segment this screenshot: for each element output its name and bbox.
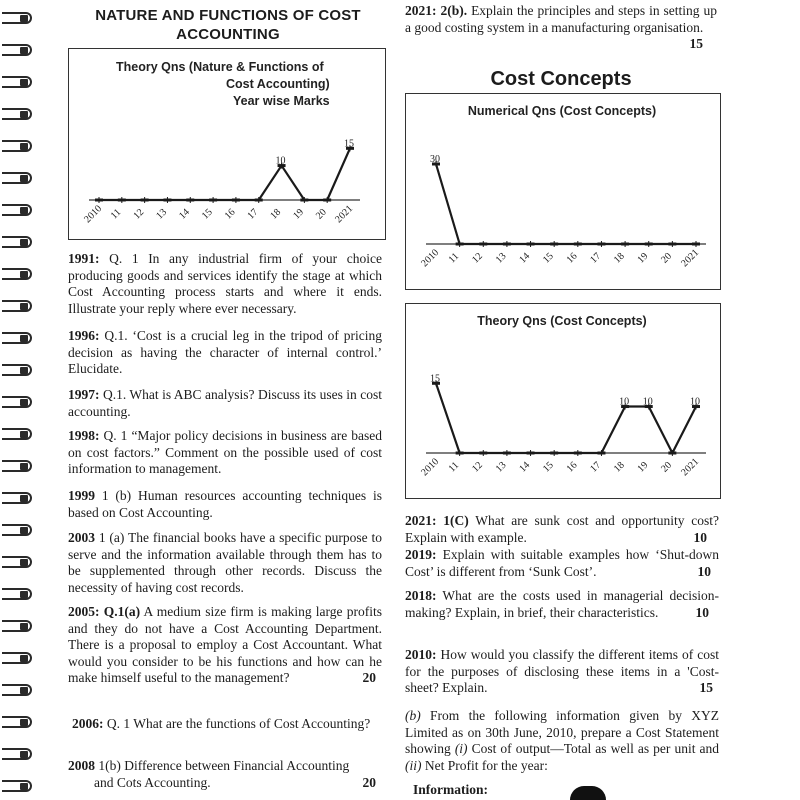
x-tick-label: 12 [131,206,147,222]
data-label: 10 [690,396,700,408]
binding-ring [2,332,32,344]
left-section-title: NATURE AND FUNCTIONS OF COST ACCOUNTING [95,7,361,43]
question-text: 1(b) Difference between Financial Accounting [98,758,350,773]
x-tick-label: 11 [108,206,124,222]
question-text: Explain with suitable examples how ‘Shut-down Cost’ is different from ‘Sunk Cost’. [405,547,719,579]
question-2006 [72,716,382,733]
series-line [99,148,350,200]
problem-text-3: Net Profit for the year: [424,757,548,773]
question-2018 [405,588,719,621]
x-tick-label: 17 [245,206,261,222]
binding-ring [2,204,32,216]
question-1997 [68,387,382,420]
x-tick-label: 14 [177,206,192,222]
question-year: 2018: [405,588,437,603]
question-marks: 20 [362,670,376,685]
x-tick-label: 18 [268,206,284,222]
question-2021-1c [405,513,719,546]
x-tick-label: 19 [635,250,651,266]
binding-ring [2,12,32,24]
chart-theory-cost-concepts [405,303,721,499]
question-year: 1997: [68,387,100,402]
chart1-title-line3: Year wise Marks [233,94,330,108]
binding-ring [2,620,32,632]
x-tick-label: 14 [517,250,533,266]
chart3-title: Theory Qns (Cost Concepts) [477,314,647,328]
x-tick-label: 2010 [82,203,105,226]
x-tick-label: 18 [611,459,627,475]
binding-ring [2,748,32,760]
x-tick-label: 13 [493,459,509,475]
question-2019 [405,547,719,580]
problem-label: (b) [405,708,421,723]
question-2008 [68,758,382,791]
data-label: 10 [275,155,286,167]
question-marks: 20 [362,774,376,790]
question-year: 1999 [68,488,95,503]
question-text: What are the costs used in managerial decision-making? Explain, in brief, their characteristics. [405,588,720,620]
series-line [436,383,696,453]
x-tick-label: 2021 [679,247,702,270]
question-marks: 15 [689,36,703,51]
question-year: 2003 [68,530,95,545]
data-label: 10 [619,396,630,408]
x-tick-label: 16 [564,459,580,475]
question-text: How would you classify the different items of cost for the purposes of disclosing these items in a 'Cost-sheet? Explain. [405,647,720,695]
x-tick-label: 12 [470,459,485,475]
x-tick-label: 16 [564,250,580,266]
data-label: 30 [430,154,440,165]
question-year: 1998: [68,428,100,443]
data-label: 10 [642,396,653,408]
x-tick-label: 13 [154,206,170,222]
problem-part-2: (ii) [405,757,422,773]
binding-ring [2,44,32,56]
binding-ring [2,108,32,120]
question-text: Explain the principles and steps in setting up a good costing system in a manufacturing organisation. [405,3,718,35]
chart1-title-line1: Theory Qns (Nature & Functions of [116,60,324,74]
question-text: A medium size firm is making large profits and they do not have a Cost Accounting Department. There is a proposal to employ a Cost Accountant. What would you consider to be his functions and how can he make himself useful to the management? [68,604,382,685]
x-tick-label: 15 [540,459,556,475]
question-1991 [68,251,382,317]
problem-text-1: From the following information given by XYZ Limited as on 30th June, 2010, prepare a Cost Statement showing [405,708,720,756]
binding-ring [2,172,32,184]
x-tick-label: 12 [470,250,485,266]
x-tick-label: 18 [611,250,627,266]
x-tick-label: 2021 [679,456,702,479]
question-1998 [68,428,382,478]
problem-text-2: Cost of output—Total as well as per unit and [471,741,719,756]
binding-ring [2,76,32,88]
question-2021-2b [405,3,717,53]
binding-ring [2,556,32,568]
binding-ring [2,492,32,504]
question-text: 1 (b) Human resources accounting techniques is based on Cost Accounting. [68,488,383,520]
x-tick-label: 2010 [419,247,442,270]
x-tick-label: 15 [540,250,556,266]
x-tick-label: 20 [313,206,329,222]
binding-ring [2,716,32,728]
chart2-title: Numerical Qns (Cost Concepts) [467,104,657,118]
x-tick-label: 2021 [333,203,356,226]
binding-ring [2,652,32,664]
binding-ring [2,684,32,696]
binding-ring [2,780,32,792]
question-1996 [68,328,382,378]
question-year: 1996: [68,328,100,343]
question-year: 2021: 1(C) [405,513,469,528]
question-2010 [405,647,719,697]
question-year: 2006: [72,716,104,731]
question-marks: 10 [695,604,709,620]
x-tick-label: 13 [493,250,509,266]
spiral-binding [0,0,40,800]
binding-ring [2,588,32,600]
x-tick-label: 20 [659,250,675,266]
problem-part-1: (i) [454,741,468,756]
x-tick-label: 11 [446,250,462,266]
x-tick-label: 19 [291,206,307,222]
question-year: 2008 [68,758,95,773]
chart2-plot [406,94,722,291]
question-2005 [68,604,382,687]
binding-ring [2,364,32,376]
question-text: 1 (a) The financial books have a specific purpose to serve and the information available through them has to be supplemented through other records. Discuss the necessity of having cost records. [68,530,383,595]
x-tick-label: 19 [635,459,651,475]
question-text: Q.1. What is ABC analysis? Discuss its uses in cost accounting. [68,387,382,419]
binding-ring [2,268,32,280]
x-tick-label: 17 [588,250,604,266]
x-tick-label: 11 [446,459,462,475]
page-tab-marker [570,786,606,800]
binding-ring [2,460,32,472]
x-tick-label: 16 [222,206,238,222]
question-2003 [68,530,382,596]
question-text-cont: and Cots Accounting. [94,774,211,790]
question-text: Q. 1 What are the functions of Cost Accounting? [106,716,371,731]
binding-ring [2,524,32,536]
binding-ring [2,396,32,408]
series-line [436,164,696,244]
question-year: 2010: [405,647,437,662]
question-1999 [68,488,382,521]
x-tick-label: 14 [517,459,533,475]
question-marks: 10 [697,563,711,579]
question-marks: 15 [699,680,713,695]
chart1-title-line2: Cost Accounting) [226,77,330,91]
question-marks: 10 [693,529,707,545]
question-year: 2019: [405,547,437,562]
question-year: 2021: 2(b). [405,3,468,18]
data-label: 15 [344,138,354,150]
binding-ring [2,300,32,312]
x-tick-label: 15 [199,206,215,222]
question-year: 1991: [68,251,100,266]
x-tick-label: 20 [659,459,675,475]
question-year: 2005: Q.1(a) [68,604,141,619]
question-text: Q. 1 In any industrial firm of your choice producing goods and services identify the stage at which Cost Accounting process starts and where it ends. Illustrate your reply where ever necessary. [68,251,382,316]
question-text: What are sunk cost and opportunity cost? Explain with example. [405,513,719,545]
binding-ring [2,236,32,248]
x-tick-label: 2010 [419,456,442,479]
chart1-plot [69,49,387,241]
question-text: Q.1. ‘Cost is a crucial leg in the tripod of pricing decision as having the character of internal control.’ Elucidate. [68,328,382,376]
binding-ring [2,428,32,440]
right-section-title: Cost Concepts [490,68,632,90]
chart3-plot [406,304,722,500]
information-label: Information: [413,782,488,797]
chart-numerical-cost-concepts [405,93,721,290]
binding-ring [2,140,32,152]
x-tick-label: 17 [588,459,604,475]
problem-b [405,708,719,774]
question-text: Q. 1 “Major policy decisions in business are based on cost factors.” Comment on the possible used of cost information to management. [68,428,382,476]
data-label: 15 [430,373,440,385]
chart-nature-functions [68,48,386,240]
